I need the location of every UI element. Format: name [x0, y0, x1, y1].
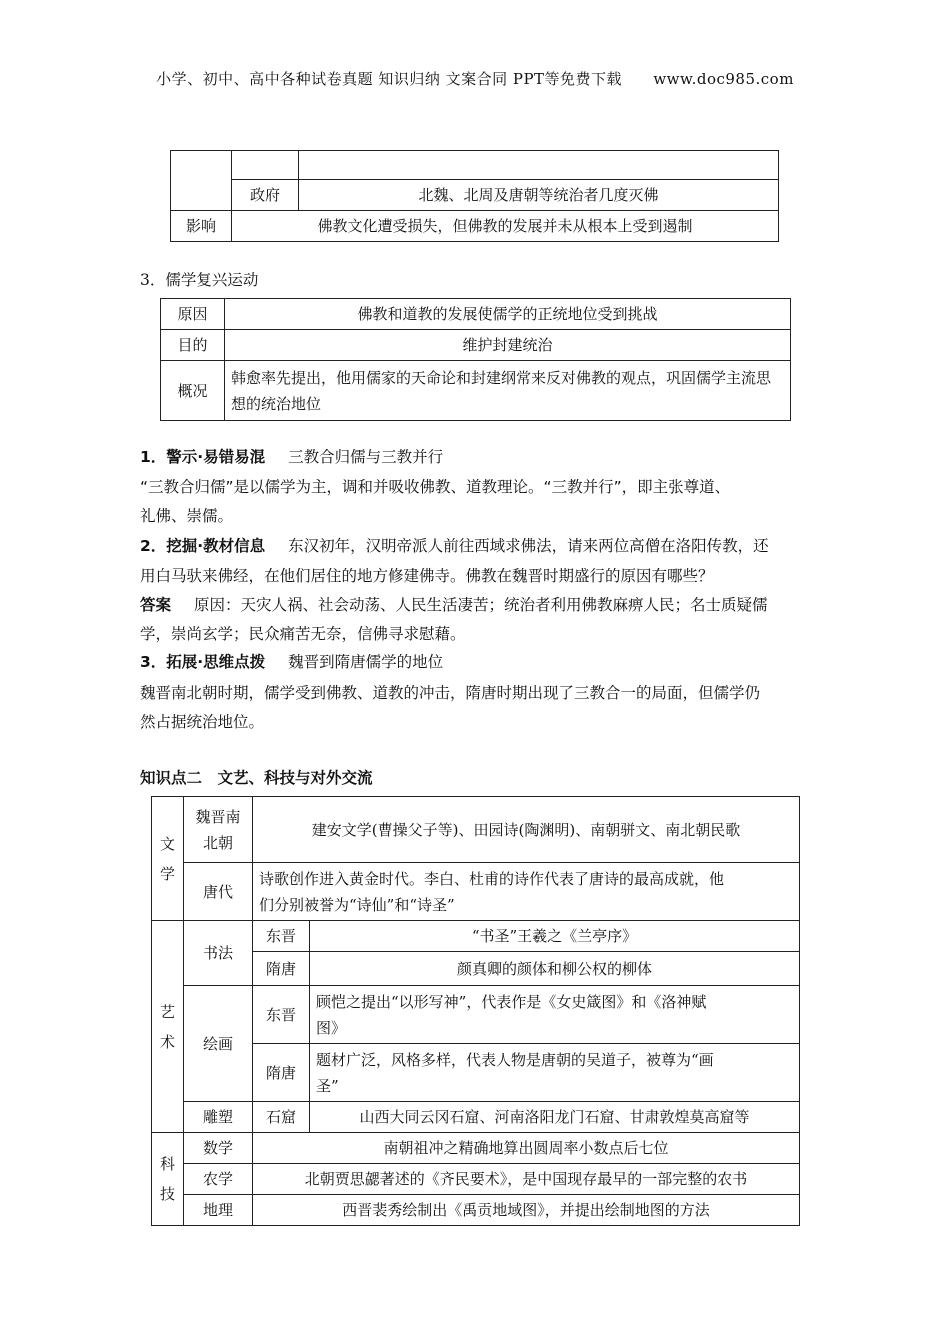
page-header: [0, 68, 950, 89]
literature-label: [152, 797, 184, 921]
math-text: 南朝祖冲之精确地算出圆周率小数点后七位: [253, 1133, 800, 1164]
lit-tang-text: [253, 863, 800, 921]
influence-text: 佛教文化遭受损失，但佛教的发展并未从根本上受到遏制: [232, 211, 779, 242]
lit-period-weijin-1: 魏晋南: [195, 807, 241, 826]
pai-dongjin-text-1: 顾恺之提出“以形写神”，代表作是《女史箴图》和《洛神赋: [316, 992, 707, 1011]
science-label: [152, 1133, 184, 1226]
knowledge-point-2-title: 知识点二 文艺、科技与对外交流: [140, 769, 373, 787]
pai-suitang-text: [310, 1044, 800, 1102]
lit-weijin-text: 建安文学(曹操父子等)、田园诗(陶渊明)、南朝骈文、南北朝民歌: [253, 797, 800, 863]
art-label: [152, 921, 184, 1133]
pai-period-dongjin: 东晋: [253, 986, 310, 1044]
note2-title-line: [140, 533, 820, 560]
note3-body-1: 魏晋南北朝时期，儒学受到佛教、道教的冲击，隋唐时期出现了三教合一的局面，但儒学仍: [140, 684, 761, 702]
geo-text: 西晋裴秀绘制出《禹贡地域图》，并提出绘制地图的方法: [253, 1195, 800, 1226]
literature-label-2: 学: [159, 864, 175, 883]
calligraphy-label: 书法: [184, 921, 253, 986]
note1-body-1: “三教合归儒”是以儒学为主，调和并吸收佛教、道教理论。“三教并行”，即主张尊道、: [140, 478, 731, 496]
lit-period-weijin: [184, 797, 253, 863]
science-label-2: 技: [159, 1185, 175, 1203]
reason-label: 原因: [161, 299, 225, 330]
culture-science-table: [151, 796, 800, 1226]
note1-body-2: 礼佛、崇儒。: [140, 507, 234, 525]
purpose-text: 维护封建统治: [225, 330, 791, 361]
pai-dongjin-text-2: 图》: [316, 1018, 347, 1037]
purpose-label: 目的: [161, 330, 225, 361]
gov-label: 政府: [232, 180, 299, 211]
reason-text: 佛教和道教的发展使儒学的正统地位受到挑战: [225, 299, 791, 330]
note3-body-2: 然占据统治地位。: [140, 713, 265, 731]
pai-suitang-text-1: 题材广泛，风格多样，代表人物是唐朝的吴道子，被尊为“画: [316, 1050, 714, 1069]
sculpture-type: 石窟: [253, 1102, 310, 1133]
buddhism-table-continuation: [170, 150, 779, 242]
table1-empty-cell: [232, 151, 299, 180]
cal-period-dongjin: 东晋: [253, 921, 310, 952]
answer-line-1: [140, 592, 820, 619]
agri-text: 北朝贾思勰著述的《齐民要术》，是中国现存最早的一部完整的农书: [253, 1164, 800, 1195]
art-label-2: 术: [159, 1032, 175, 1051]
science-label-1: 科: [159, 1155, 175, 1173]
header-url: www.doc985.com: [653, 70, 794, 88]
note2-title: 2．挖掘·教材信息: [140, 537, 266, 555]
lit-tang-text-2: 们分别被誉为“诗仙”和“诗圣”: [259, 895, 455, 914]
answer-label: 答案: [140, 596, 172, 614]
pai-dongjin-text: [310, 986, 800, 1044]
note1-title: 1．警示·易错易混: [140, 448, 266, 466]
note1-title-line: [140, 444, 820, 471]
painting-label: 绘画: [184, 986, 253, 1102]
gov-text: 北魏、北周及唐朝等统治者几度灭佛: [299, 180, 779, 211]
geo-label: 地理: [184, 1195, 253, 1226]
overview-label: 概况: [161, 361, 225, 421]
cal-period-suitang: 隋唐: [253, 952, 310, 986]
cal-dongjin-text: “书圣”王羲之《兰亭序》: [310, 921, 800, 952]
table1-empty-cell: [299, 151, 779, 180]
confucian-revival-table: [160, 298, 791, 421]
note2-body-2: 用白马驮来佛经，在他们居住的地方修建佛寺。佛教在魏晋时期盛行的原因有哪些？: [140, 567, 714, 585]
lit-period-tang: 唐代: [184, 863, 253, 921]
sculpture-text: 山西大同云冈石窟、河南洛阳龙门石窟、甘肃敦煌莫高窟等: [310, 1102, 800, 1133]
cal-suitang-text: 颜真卿的颜体和柳公权的柳体: [310, 952, 800, 986]
lit-tang-text-1: 诗歌创作进入黄金时代。李白、杜甫的诗作代表了唐诗的最高成就，他: [259, 869, 725, 888]
answer-text-1: 原因：天灾人祸、社会动荡、人民生活凄苦；统治者利用佛教麻痹人民；名士质疑儒: [193, 596, 768, 614]
sculpture-label: 雕塑: [184, 1102, 253, 1133]
answer-text-2: 学，崇尚玄学；民众痛苦无奈，信佛寻求慰藉。: [140, 625, 466, 643]
math-label: 数学: [184, 1133, 253, 1164]
table1-empty-cell: [171, 151, 232, 211]
header-text: 小学、初中、高中各种试卷真题 知识归纳 文案合同 PPT等免费下载: [156, 70, 623, 88]
pai-period-suitang: 隋唐: [253, 1044, 310, 1102]
overview-text: 韩愈率先提出，他用儒家的天命论和封建纲常来反对佛教的观点，巩固儒学主流思想的统治地位: [225, 361, 791, 421]
note1-subtitle: 三教合归儒与三教并行: [288, 448, 444, 466]
agri-label: 农学: [184, 1164, 253, 1195]
note2-body-1: 东汉初年，汉明帝派人前往西域求佛法，请来两位高僧在洛阳传教，还: [288, 537, 769, 555]
lit-period-weijin-2: 北朝: [202, 833, 233, 852]
influence-label: 影响: [171, 211, 232, 242]
note3-title: 3．拓展·思维点拨: [140, 653, 266, 671]
note3-title-line: [140, 649, 820, 676]
pai-suitang-text-2: 圣”: [316, 1076, 339, 1095]
note3-subtitle: 魏晋到隋唐儒学的地位: [288, 653, 444, 671]
section3-title: 3．儒学复兴运动: [140, 271, 259, 289]
literature-label-1: 文: [159, 834, 175, 853]
art-label-1: 艺: [159, 1002, 175, 1021]
